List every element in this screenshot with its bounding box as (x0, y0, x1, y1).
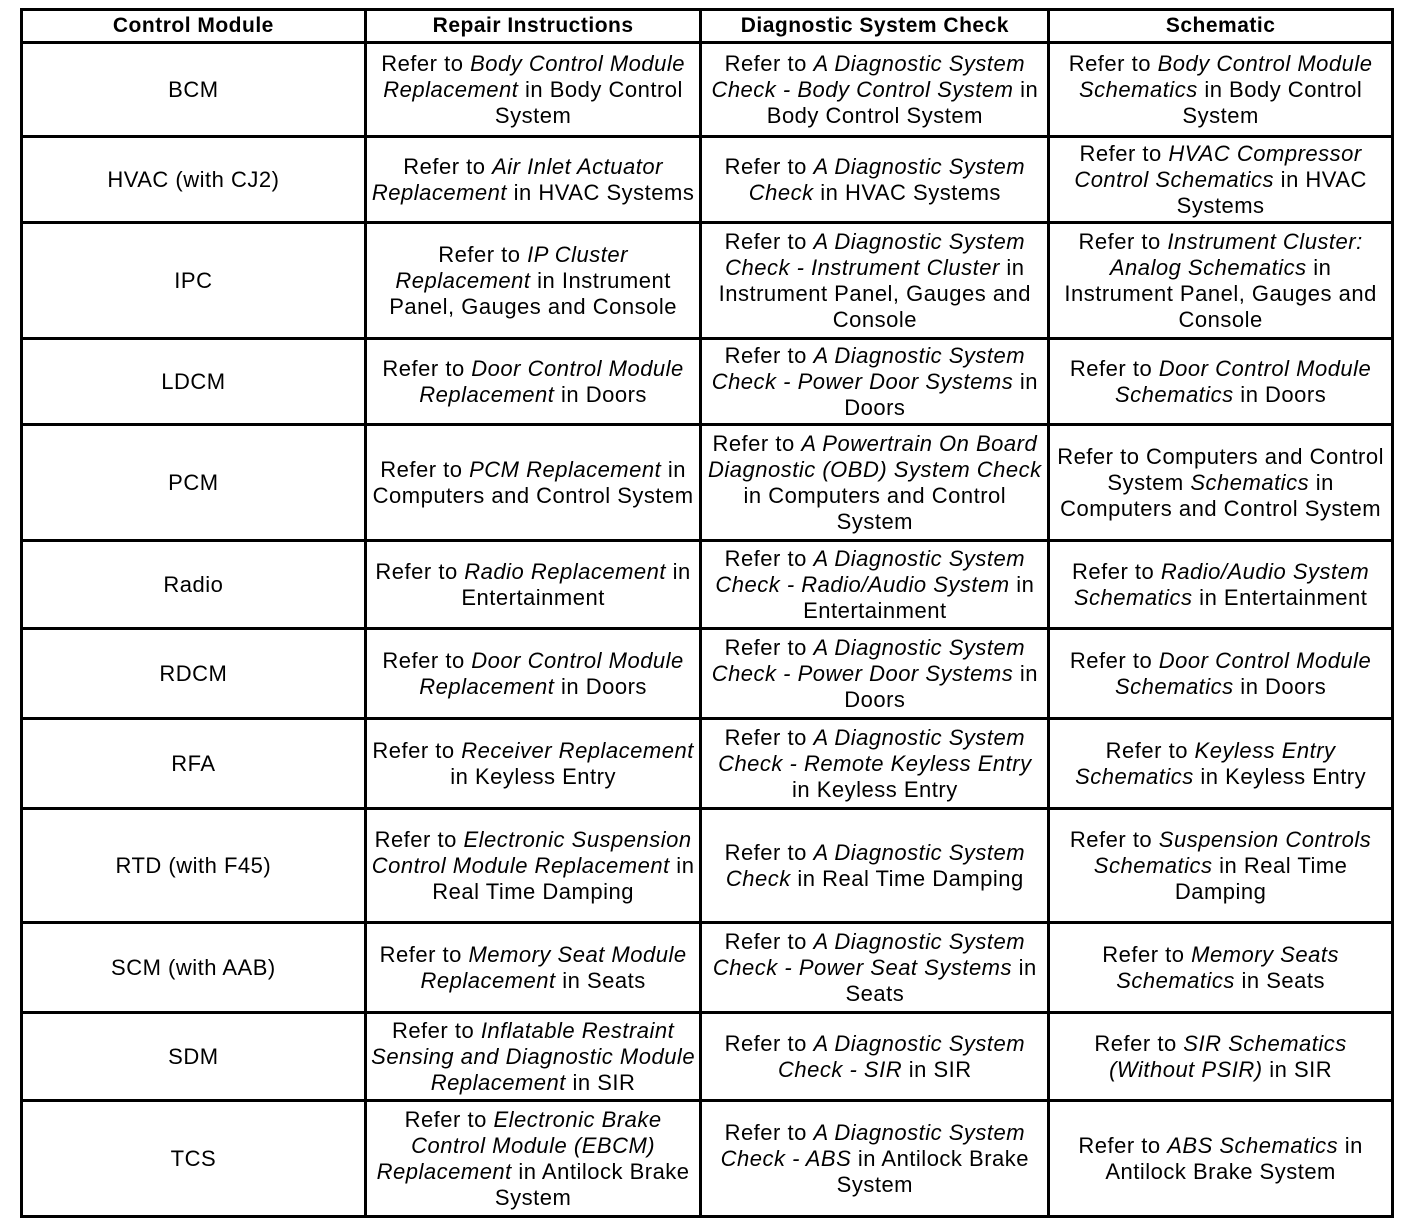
cell-schematic (1049, 425, 1393, 541)
cell-diagnostic-system-check (701, 719, 1049, 809)
cell-repair-instructions (365, 339, 701, 425)
table-row (22, 43, 1393, 137)
cell-schematic (1049, 719, 1393, 809)
cell-text: in Body Control System (766, 76, 1039, 128)
cell-reference-title: Door Control Module Schematics (1114, 647, 1372, 699)
table-row (22, 629, 1393, 719)
cell-text: Refer to (724, 724, 814, 750)
cell-diagnostic-system-check (701, 425, 1049, 541)
cell-text: Refer to (724, 928, 814, 954)
cell-diagnostic-system-check (701, 923, 1049, 1013)
header-repair-instructions: Repair Instructions (365, 10, 701, 43)
cell-text: in Instrument Panel, Gauges and Console (389, 267, 677, 319)
header-row (22, 10, 1393, 43)
cell-reference-title: Radio/Audio System Schematics (1073, 558, 1370, 610)
table-row (22, 339, 1393, 425)
cell-text: in Keyless Entry (1193, 763, 1367, 789)
cell-diagnostic-system-check (701, 1013, 1049, 1101)
cell-control-module: HVAC (with CJ2) (22, 137, 366, 223)
cell-reference-title: Door Control Module Schematics (1114, 355, 1372, 407)
cell-text: Refer to (1069, 355, 1159, 381)
cell-diagnostic-system-check (701, 339, 1049, 425)
header-control-module: Control Module (22, 10, 366, 43)
cell-reference-title: A Diagnostic System Check - Body Control System (711, 50, 1026, 102)
cell-text: in Entertainment (461, 558, 691, 610)
cell-text: in Seats (845, 954, 1037, 1006)
cell-control-module: RFA (22, 719, 366, 809)
cell-reference-title: Body Control Module Replacement (383, 50, 686, 102)
table-row (22, 719, 1393, 809)
cell-reference-title: Door Control Module Replacement (419, 647, 684, 699)
cell-text: in Doors (554, 381, 647, 407)
cell-diagnostic-system-check (701, 223, 1049, 339)
cell-text: in Doors (554, 673, 647, 699)
cell-reference-title: Body Control Module Schematics (1078, 50, 1373, 102)
cell-text: Refer to (724, 342, 814, 368)
table-row (22, 223, 1393, 339)
cell-repair-instructions (365, 1013, 701, 1101)
cell-control-module: SCM (with AAB) (22, 923, 366, 1013)
table-body (22, 43, 1393, 1217)
reference-table (20, 8, 1394, 1218)
cell-control-module: RTD (with F45) (22, 809, 366, 923)
cell-repair-instructions (365, 719, 701, 809)
cell-reference-title: HVAC Compressor Control Schematics (1074, 140, 1362, 192)
cell-text: in Real Time Damping (432, 852, 695, 904)
cell-text: Refer to (1079, 140, 1169, 166)
cell-control-module: RDCM (22, 629, 366, 719)
cell-text: in SIR (565, 1069, 636, 1095)
cell-diagnostic-system-check (701, 541, 1049, 629)
cell-text: in Doors (1233, 673, 1327, 699)
cell-repair-instructions (365, 137, 701, 223)
cell-reference-title: Door Control Module Replacement (419, 355, 684, 407)
cell-text: in Computers and Control System (743, 482, 1007, 534)
table-row (22, 137, 1393, 223)
cell-repair-instructions (365, 629, 701, 719)
cell-reference-title: ABS Schematics (1167, 1132, 1339, 1158)
cell-text: Refer to (724, 1119, 814, 1145)
cell-text: Refer to (380, 456, 470, 482)
cell-text: Refer to (712, 430, 802, 456)
cell-text: Refer to (372, 737, 462, 763)
cell-text: Refer to (724, 50, 814, 76)
cell-text: Refer to (1069, 647, 1159, 673)
cell-repair-instructions (365, 223, 701, 339)
cell-text: in HVAC Systems (507, 179, 695, 205)
cell-schematic (1049, 223, 1393, 339)
cell-text: in Keyless Entry (450, 763, 616, 789)
header-schematic: Schematic (1049, 10, 1393, 43)
cell-text: Refer to (724, 1030, 814, 1056)
cell-reference-title: A Diagnostic System Check - SIR (778, 1030, 1026, 1082)
cell-reference-title: Keyless Entry Schematics (1075, 737, 1336, 789)
cell-reference-title: Memory Seat Module Replacement (420, 941, 687, 993)
cell-text: Refer to (724, 839, 814, 865)
cell-text: in Body Control System (494, 76, 683, 128)
cell-reference-title: A Diagnostic System Check - Remote Keyless Entry (718, 724, 1032, 776)
cell-text: in Antilock Brake System (1105, 1132, 1363, 1184)
cell-diagnostic-system-check (701, 43, 1049, 137)
cell-control-module: LDCM (22, 339, 366, 425)
cell-text: in Real Time Damping (790, 865, 1024, 891)
cell-text: in Seats (1234, 967, 1326, 993)
cell-schematic (1049, 137, 1393, 223)
cell-text: in HVAC Systems (813, 179, 1001, 205)
cell-text: in Antilock Brake System (836, 1145, 1030, 1197)
cell-text: in Seats (555, 967, 646, 993)
cell-text: in Entertainment (803, 571, 1035, 623)
cell-text: Refer to (1094, 1030, 1184, 1056)
cell-reference-title: Inflatable Restraint Sensing and Diagnostic Module Replacement (371, 1017, 696, 1095)
cell-text: Refer to (391, 1017, 481, 1043)
cell-schematic (1049, 809, 1393, 923)
cell-text: Refer to (724, 228, 814, 254)
cell-control-module: IPC (22, 223, 366, 339)
cell-text: in Keyless Entry (791, 776, 958, 802)
cell-reference-title: Suspension Controls Schematics (1093, 826, 1372, 878)
cell-reference-title: Radio Replacement (464, 558, 667, 584)
cell-schematic (1049, 339, 1393, 425)
cell-control-module: Radio (22, 541, 366, 629)
cell-text: in Doors (1233, 381, 1327, 407)
cell-reference-title: SIR Schematics (Without PSIR) (1109, 1030, 1347, 1082)
cell-repair-instructions (365, 1101, 701, 1217)
cell-text: Refer to (382, 647, 472, 673)
cell-text: Refer to (382, 355, 472, 381)
cell-text: in Computers and Control System (372, 456, 694, 508)
cell-schematic (1049, 923, 1393, 1013)
cell-schematic (1049, 1013, 1393, 1101)
cell-text: Refer to (1105, 737, 1195, 763)
cell-text: Refer to (1069, 826, 1159, 852)
table-row (22, 1013, 1393, 1101)
header-diagnostic-system-check: Diagnostic System Check (701, 10, 1049, 43)
cell-text: in Doors (844, 660, 1038, 712)
cell-reference-title: Electronic Brake Control Module (EBCM) Replacement (376, 1106, 662, 1184)
cell-reference-title: A Diagnostic System Check (748, 153, 1026, 205)
cell-text: in Real Time Damping (1174, 852, 1348, 904)
cell-reference-title: A Diagnostic System Check - Power Door Systems (711, 634, 1026, 686)
cell-repair-instructions (365, 541, 701, 629)
cell-control-module: BCM (22, 43, 366, 137)
cell-text: in Instrument Panel, Gauges and Console (1064, 254, 1377, 332)
cell-reference-title: Electronic Suspension Control Module Replacement (371, 826, 692, 878)
cell-text: in SIR (902, 1056, 972, 1082)
cell-control-module: PCM (22, 425, 366, 541)
cell-text: Refer to (1078, 228, 1168, 254)
cell-diagnostic-system-check (701, 137, 1049, 223)
cell-diagnostic-system-check (701, 809, 1049, 923)
cell-schematic (1049, 43, 1393, 137)
cell-text: Refer to (1078, 1132, 1168, 1158)
cell-reference-title: A Diagnostic System Check - Radio/Audio System (715, 545, 1026, 597)
cell-text: Refer to (724, 545, 814, 571)
cell-reference-title: Receiver Replacement (461, 737, 694, 763)
cell-text: Refer to (1072, 558, 1161, 584)
cell-reference-title: Schematics (1190, 469, 1310, 495)
cell-text: in SIR (1262, 1056, 1333, 1082)
table-row (22, 1101, 1393, 1217)
cell-repair-instructions (365, 425, 701, 541)
cell-text: in Entertainment (1192, 584, 1368, 610)
cell-text: Refer to (724, 634, 814, 660)
cell-text: Refer to (374, 826, 464, 852)
cell-reference-title: Air Inlet Actuator Replacement (371, 153, 663, 205)
cell-text: Refer to (379, 941, 469, 967)
cell-schematic (1049, 1101, 1393, 1217)
cell-reference-title: Memory Seats Schematics (1116, 941, 1339, 993)
cell-reference-title: A Diagnostic System Check - ABS (720, 1119, 1026, 1171)
cell-text: Refer to (1102, 941, 1192, 967)
cell-text: Refer to (403, 153, 493, 179)
table-row (22, 923, 1393, 1013)
cell-text: in Doors (844, 368, 1038, 420)
cell-text: Refer to (375, 558, 465, 584)
cell-text: Refer to (404, 1106, 494, 1132)
cell-control-module: SDM (22, 1013, 366, 1101)
table-row (22, 809, 1393, 923)
cell-text: Refer to (438, 241, 528, 267)
cell-repair-instructions (365, 43, 701, 137)
cell-text: in Body Control System (1182, 76, 1363, 128)
cell-text: in HVAC Systems (1176, 166, 1367, 218)
cell-reference-title: IP Cluster Replacement (395, 241, 628, 293)
cell-reference-title: A Diagnostic System Check - Power Seat Systems (712, 928, 1026, 980)
cell-diagnostic-system-check (701, 1101, 1049, 1217)
cell-text: in Instrument Panel, Gauges and Console (718, 254, 1032, 332)
cell-reference-title: A Diagnostic System Check - Instrument Cluster (725, 228, 1026, 280)
table-row (22, 425, 1393, 541)
cell-text: Refer to Computers and Control System (1057, 443, 1385, 495)
cell-reference-title: A Diagnostic System Check - Power Door Systems (711, 342, 1026, 394)
cell-repair-instructions (365, 809, 701, 923)
table-row (22, 541, 1393, 629)
cell-control-module: TCS (22, 1101, 366, 1217)
cell-schematic (1049, 629, 1393, 719)
cell-text: Refer to (381, 50, 471, 76)
cell-text: Refer to (724, 153, 814, 179)
cell-text: in Antilock Brake System (494, 1158, 690, 1210)
cell-text: Refer to (1068, 50, 1158, 76)
cell-reference-title: A Diagnostic System Check (725, 839, 1026, 891)
cell-text: in Computers and Control System (1060, 469, 1382, 521)
cell-schematic (1049, 541, 1393, 629)
cell-reference-title: Instrument Cluster: Analog Schematics (1109, 228, 1363, 280)
cell-reference-title: A Powertrain On Board Diagnostic (OBD) System Check (708, 430, 1042, 482)
cell-repair-instructions (365, 923, 701, 1013)
cell-diagnostic-system-check (701, 629, 1049, 719)
cell-reference-title: PCM Replacement (469, 456, 662, 482)
